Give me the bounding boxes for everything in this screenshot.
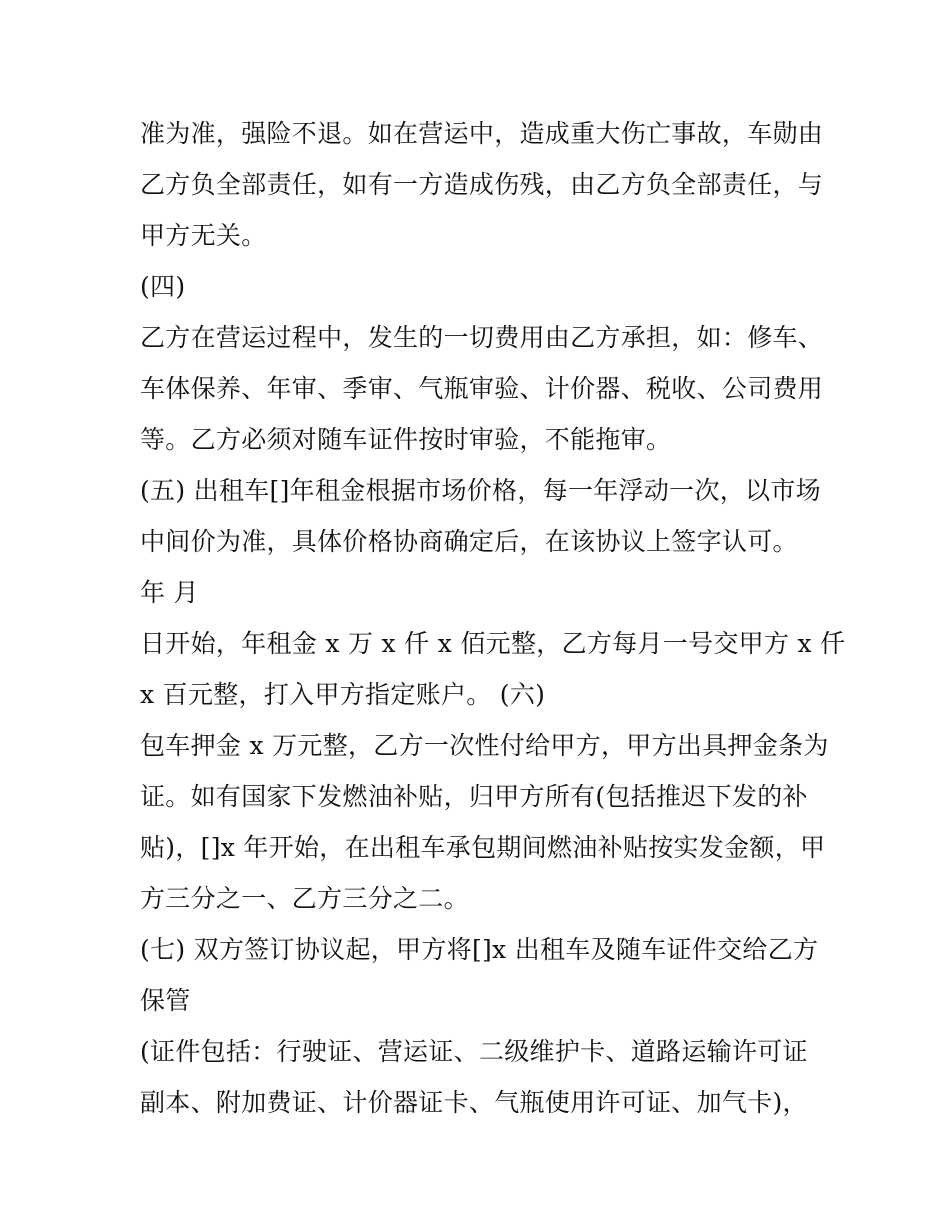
text-line: 日开始，年租金 x 万 x 仟 x 佰元整，乙方每月一号交甲方 x 仟 <box>140 629 846 658</box>
section-heading: (四) <box>140 272 186 301</box>
text-line: (七) 双方签订协议起，甲方将[]x 出租车及随车证件交给乙方 <box>140 935 819 964</box>
text-line: (证件包括：行驶证、营运证、二级维护卡、道路运输许可证 <box>140 1037 808 1066</box>
text-line: 甲方无关。 <box>140 221 267 250</box>
text-line: 副本、附加费证、计价器证卡、气瓶使用许可证、加气卡)， <box>140 1088 808 1117</box>
text-line: 等。乙方必须对随车证件按时审验，不能拖审。 <box>140 425 672 454</box>
text-line: 准为准，强险不退。如在营运中，造成重大伤亡事故，车勋由 <box>140 119 824 148</box>
text-line: 乙方在营运过程中，发生的一切费用由乙方承担，如：修车、 <box>140 323 824 352</box>
text-line: x 百元整，打入甲方指定账户。 (六) <box>140 680 546 709</box>
text-line: 证。如有国家下发燃油补贴，归甲方所有(包括推迟下发的补 <box>140 782 808 811</box>
text-line: 保管 <box>140 986 191 1015</box>
document-body <box>140 108 846 1128</box>
text-line: (五) 出租车[]年租金根据市场价格，每一年浮动一次，以市场 <box>140 476 821 505</box>
text-line: 包车押金 x 万元整，乙方一次性付给甲方，甲方出具押金条为 <box>140 731 829 760</box>
text-line: 贴)，[]x 年开始，在出租车承包期间燃油补贴按实发金额，甲 <box>140 833 826 862</box>
text-line: 年 月 <box>140 578 199 607</box>
text-line: 车体保养、年审、季审、气瓶审验、计价器、税收、公司费用 <box>140 374 824 403</box>
text-line: 乙方负全部责任，如有一方造成伤残，由乙方负全部责任，与 <box>140 170 824 199</box>
text-line: 方三分之一、乙方三分之二。 <box>140 884 469 913</box>
text-line: 中间价为准，具体价格协商确定后，在该协议上签字认可。 <box>140 527 798 556</box>
